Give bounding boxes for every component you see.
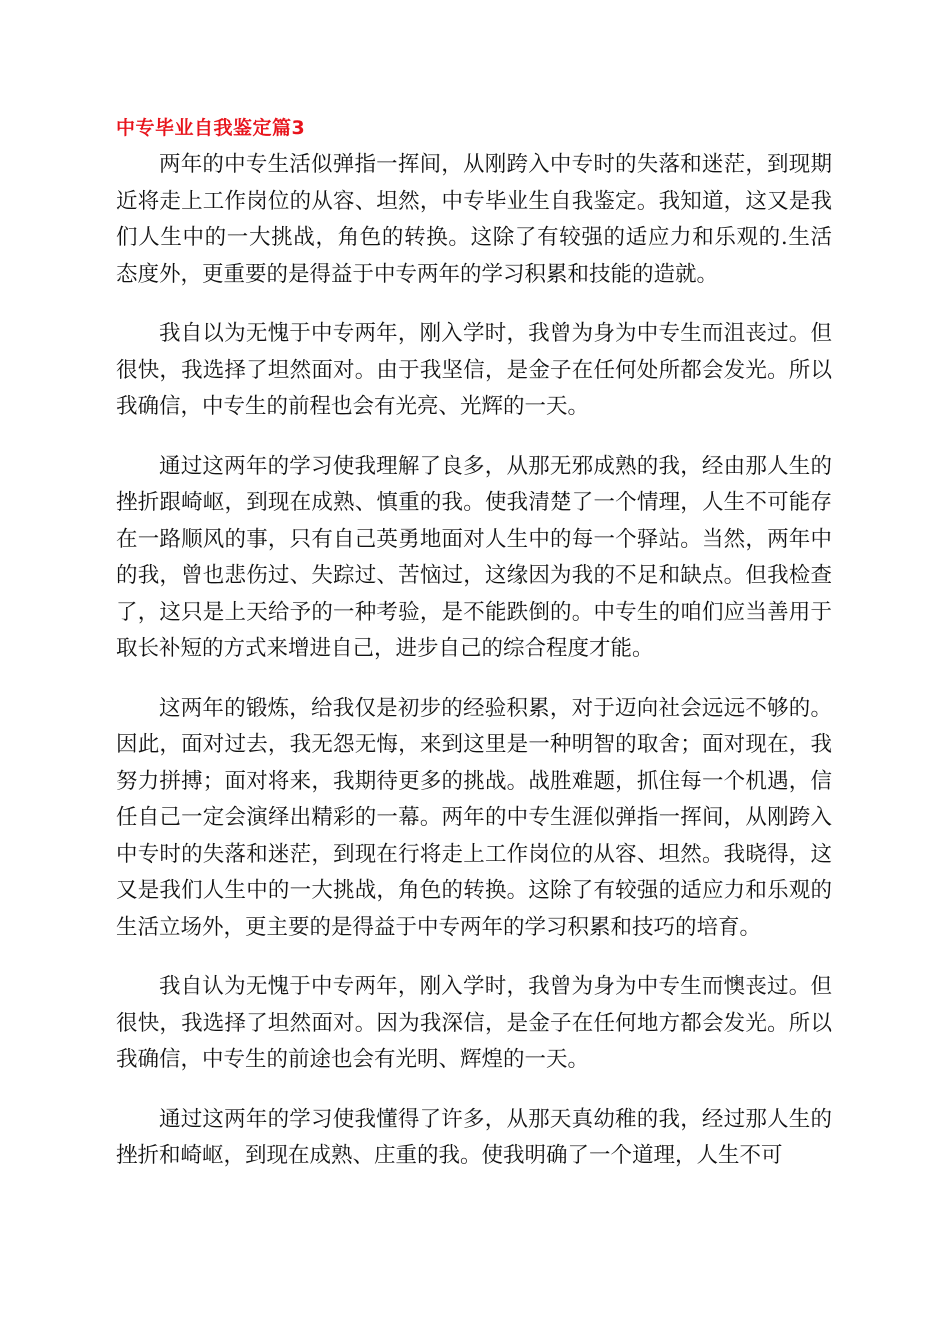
paragraph-4: 这两年的锻炼，给我仅是初步的经验积累，对于迈向社会远远不够的。因此，面对过去，我无怨无悔，来到这里是一种明智的取舍；面对现在，我努力拼搏；面对将来，我期待更多的挑战。战胜难题，抓住每一个机遇，信任自己一定会演绎出精彩的一幕。两年的中专生涯似弹指一挥间，从刚跨入中专时的失落和迷茫，到现在行将走上工作岗位的从容、坦然。我晓得，这又是我们人生中的一大挑战，角色的转换。这除了有较强的适应力和乐观的生活立场外，更主要的是得益于中专两年的学习积累和技巧的培育。 [116, 695, 832, 940]
paragraph-2: 我自以为无愧于中专两年，刚入学时，我曾为身为中专生而沮丧过。但很快，我选择了坦然面对。由于我坚信，是金子在任何处所都会发光。所以我确信，中专生的前程也会有光亮、光辉的一天。 [116, 321, 832, 419]
paragraph-3: 通过这两年的学习使我理解了良多，从那无邪成熟的我，经由那人生的挫折跟崎岖，到现在成熟、慎重的我。使我清楚了一个情理，人生不可能存在一路顺风的事，只有自己英勇地面对人生中的每一个驿站。当然，两年中的我，曾也悲伤过、失踪过、苦恼过，这缘因为我的不足和缺点。但我检查了，这只是上天给予的一种考验，是不能跌倒的。中专生的咱们应当善用于取长补短的方式来增进自己，进步自己的综合程度才能。 [116, 453, 832, 661]
paragraph-5: 我自认为无愧于中专两年，刚入学时，我曾为身为中专生而懊丧过。但很快，我选择了坦然面对。因为我深信，是金子在任何地方都会发光。所以我确信，中专生的前途也会有光明、辉煌的一天。 [116, 974, 832, 1072]
paragraph-1: 两年的中专生活似弹指一挥间，从刚跨入中专时的失落和迷茫，到现期近将走上工作岗位的从容、坦然，中专毕业生自我鉴定。我知道，这又是我们人生中的一大挑战，角色的转换。这除了有较强的适应力和乐观的.生活态度外，更重要的是得益于中专两年的学习积累和技能的造就。 [116, 152, 832, 287]
document-page [116, 113, 832, 1198]
paragraph-6: 通过这两年的学习使我懂得了许多，从那天真幼稚的我，经过那人生的挫折和崎岖，到现在成熟、庄重的我。使我明确了一个道理，人生不可 [116, 1106, 832, 1168]
document-title: 中专毕业自我鉴定篇3 [116, 117, 306, 139]
